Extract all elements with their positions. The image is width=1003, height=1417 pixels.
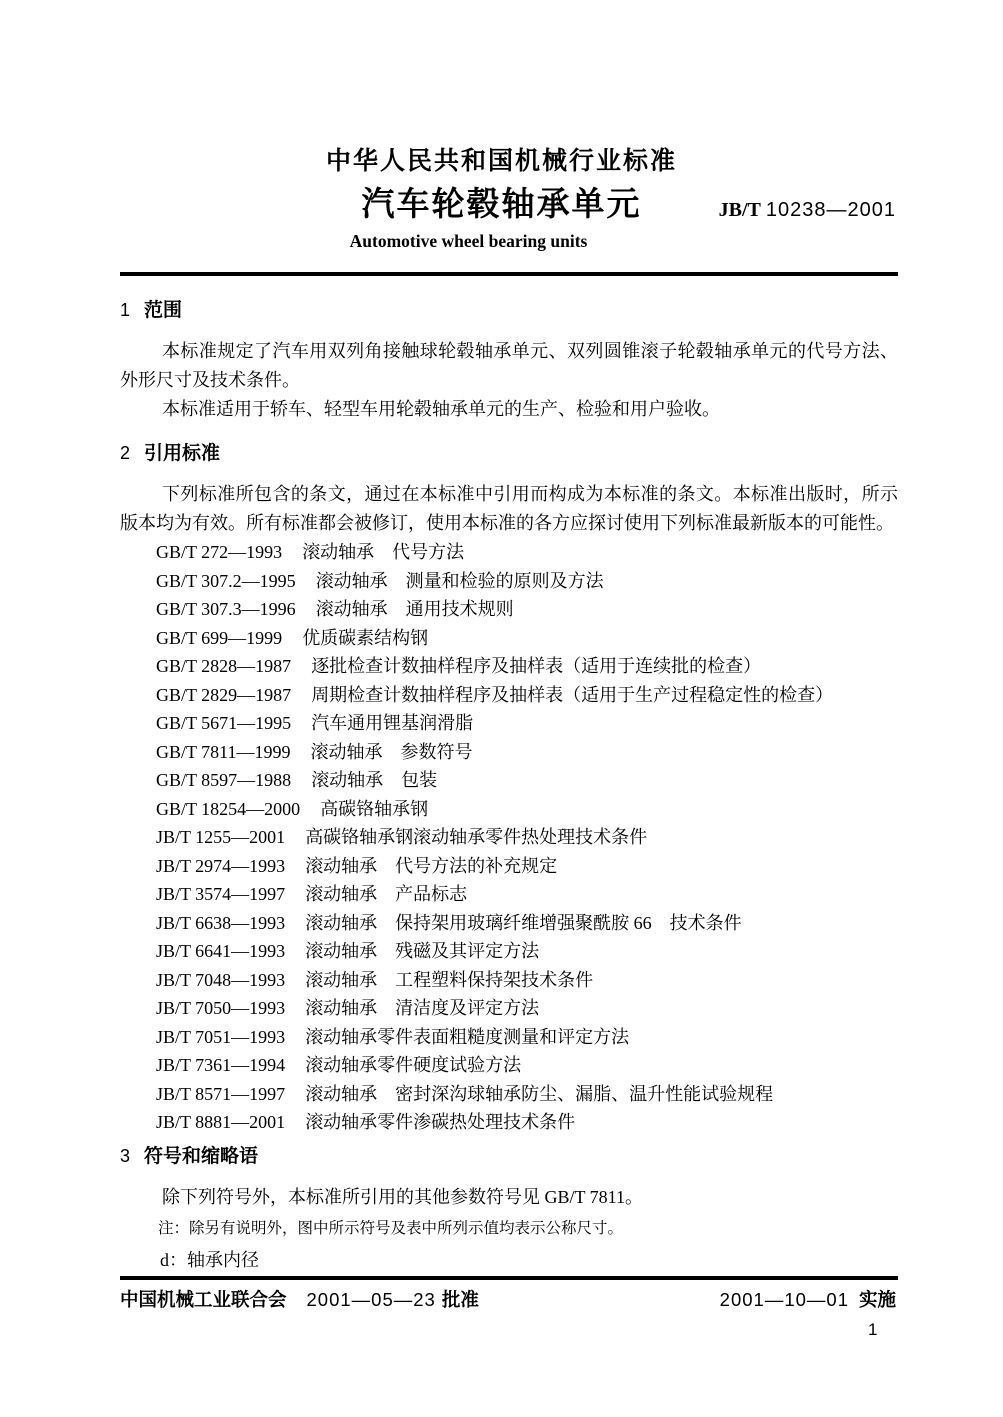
reference-title: 滚动轴承零件渗碳热处理技术条件 — [305, 1112, 576, 1132]
reference-item — [156, 1108, 898, 1137]
reference-item — [156, 1051, 898, 1080]
section-symbols — [120, 1143, 898, 1275]
reference-title: 滚动轴承 工程塑料保持架技术条件 — [305, 969, 594, 990]
reference-item — [156, 738, 898, 767]
reference-title: 滚动轴承 清洁度及评定方法 — [305, 998, 540, 1018]
reference-item — [156, 1080, 898, 1109]
footer — [120, 1286, 896, 1312]
reference-title: 滚动轴承 通用技术规则 — [315, 599, 514, 619]
reference-code: GB/T 8597—1988 — [156, 770, 292, 790]
page-number: 1 — [868, 1320, 878, 1339]
symbol-term-definition: ：轴承内径 — [169, 1250, 259, 1270]
reference-item — [156, 823, 898, 852]
reference-title: 滚动轴承 密封深沟球轴承防尘、漏脂、温升性能试验规程 — [305, 1083, 774, 1104]
reference-title: 高碳铬轴承钢 — [320, 798, 429, 819]
document-title-cn-part2: 轴承单元 — [501, 185, 642, 222]
header-divider — [120, 272, 898, 276]
reference-title: 滚动轴承 参数符号 — [310, 741, 473, 762]
reference-item — [156, 652, 898, 681]
standard-number-value: 10238—2001 — [765, 199, 896, 221]
reference-code: GB/T 699—1999 — [156, 627, 283, 648]
document-title-en: Automotive wheel bearing units — [349, 231, 588, 251]
paragraph: 本标准规定了汽车用双列角接触球轮毂轴承单元、双列圆锥滚子轮毂轴承单元的代号方法、外形尺寸及技术条件。 — [120, 341, 898, 390]
reference-item — [156, 852, 898, 881]
reference-code: JB/T 2974—1993 — [156, 855, 286, 876]
reference-title: 滚动轴承 保持架用玻璃纤维增强聚酰胺 66 技术条件 — [305, 912, 742, 933]
note-text: 注：除另有说明外，图中所示符号及表中所列示值均表示公称尺寸。 — [158, 1220, 624, 1237]
reference-title: 汽车通用锂基润滑脂 — [311, 713, 474, 733]
reference-code: JB/T 7048—1993 — [156, 969, 286, 990]
section-number: 1 — [120, 300, 131, 320]
reference-title: 滚动轴承 产品标志 — [305, 884, 468, 904]
reference-code: JB/T 8881—2001 — [156, 1112, 286, 1132]
reference-item — [156, 880, 898, 909]
symbol-definition — [160, 1246, 898, 1275]
reference-item — [156, 966, 898, 995]
issuing-organization: 中国机械工业联合会 — [120, 1289, 287, 1310]
reference-title: 滚动轴承 代号方法的补充规定 — [305, 855, 558, 876]
footer-approval — [120, 1286, 479, 1312]
section-referenced-standards — [120, 440, 898, 1137]
section-scope — [120, 297, 898, 424]
reference-code: GB/T 307.2—1995 — [156, 570, 296, 591]
approval-date: 2001—05—23 — [306, 1289, 436, 1310]
reference-title: 周期检查计数抽样程序及抽样表（适用于生产过程稳定性的检查） — [311, 684, 834, 705]
reference-code: GB/T 2829—1987 — [156, 684, 292, 705]
reference-title: 滚动轴承 包装 — [311, 770, 438, 790]
reference-list — [120, 538, 898, 1137]
reference-title: 高碳铬轴承钢滚动轴承零件热处理技术条件 — [305, 827, 648, 847]
footer-divider — [120, 1276, 898, 1280]
section-heading — [120, 297, 898, 324]
section-heading — [120, 440, 898, 467]
reference-item — [156, 624, 898, 653]
reference-code: GB/T 18254—2000 — [156, 798, 301, 819]
standard-number-prefix: JB/T — [718, 199, 761, 221]
reference-item — [156, 994, 898, 1023]
paragraph: 下列标准所包含的条文，通过在本标准中引用而构成为本标准的条文。本标准出版时，所示版本均为有效。所有标准都会被修订，使用本标准的各方应探讨使用下列标准最新版本的可能性。 — [120, 484, 898, 533]
reference-code: JB/T 6641—1993 — [156, 941, 286, 961]
reference-item — [156, 909, 898, 938]
reference-title: 优质碳素结构钢 — [302, 627, 429, 648]
reference-item — [156, 538, 898, 567]
reference-title: 滚动轴承零件硬度试验方法 — [305, 1055, 522, 1075]
section-heading-label: 范围 — [144, 300, 183, 321]
reference-item — [156, 709, 898, 738]
reference-title: 滚动轴承零件表面粗糙度测量和评定方法 — [305, 1026, 630, 1047]
reference-item — [156, 567, 898, 596]
standard-number — [719, 199, 896, 222]
reference-item — [156, 595, 898, 624]
reference-code: GB/T 7811—1999 — [156, 741, 291, 762]
document-title-cn-part1: 汽车轮毂 — [361, 187, 502, 223]
implementation-label: 实施 — [858, 1289, 896, 1310]
reference-code: JB/T 7050—1993 — [156, 998, 286, 1018]
reference-title: 滚动轴承 测量和检验的原则及方法 — [315, 570, 604, 591]
reference-item — [156, 1023, 898, 1052]
reference-code: JB/T 6638—1993 — [156, 912, 286, 933]
reference-item — [156, 766, 898, 795]
reference-code: GB/T 307.3—1996 — [156, 599, 296, 619]
symbol-term: d — [160, 1250, 169, 1270]
section-number: 2 — [120, 443, 131, 463]
approval-label: 批准 — [441, 1289, 479, 1310]
footer-implementation — [720, 1286, 896, 1312]
reference-item — [156, 795, 898, 824]
implementation-date: 2001—10—01 — [719, 1289, 849, 1310]
reference-code: GB/T 272—1993 — [156, 542, 283, 562]
section-heading-label: 符号和缩略语 — [144, 1146, 259, 1167]
reference-code: JB/T 8571—1997 — [156, 1083, 286, 1104]
reference-item — [156, 681, 898, 710]
reference-item — [156, 937, 898, 966]
reference-code: JB/T 3574—1997 — [156, 884, 286, 904]
standard-type-title: 中华人民共和国机械行业标准 — [325, 147, 677, 175]
reference-code: JB/T 7361—1994 — [156, 1055, 286, 1075]
reference-title: 滚动轴承 残磁及其评定方法 — [305, 941, 540, 961]
section-heading-label: 引用标准 — [144, 443, 221, 464]
reference-code: GB/T 2828—1987 — [156, 656, 292, 676]
reference-title: 滚动轴承 代号方法 — [302, 542, 465, 562]
reference-code: JB/T 1255—2001 — [156, 827, 286, 847]
section-heading — [120, 1143, 898, 1170]
reference-code: JB/T 7051—1993 — [156, 1026, 286, 1047]
paragraph: 本标准适用于轿车、轻型车用轮毂轴承单元的生产、检验和用户验收。 — [162, 399, 720, 419]
reference-code: GB/T 5671—1995 — [156, 713, 292, 733]
section-number: 3 — [120, 1146, 131, 1166]
reference-title: 逐批检查计数抽样程序及抽样表（适用于连续批的检查） — [311, 656, 762, 676]
paragraph: 除下列符号外，本标准所引用的其他参数符号见 GB/T 7811。 — [162, 1187, 644, 1207]
